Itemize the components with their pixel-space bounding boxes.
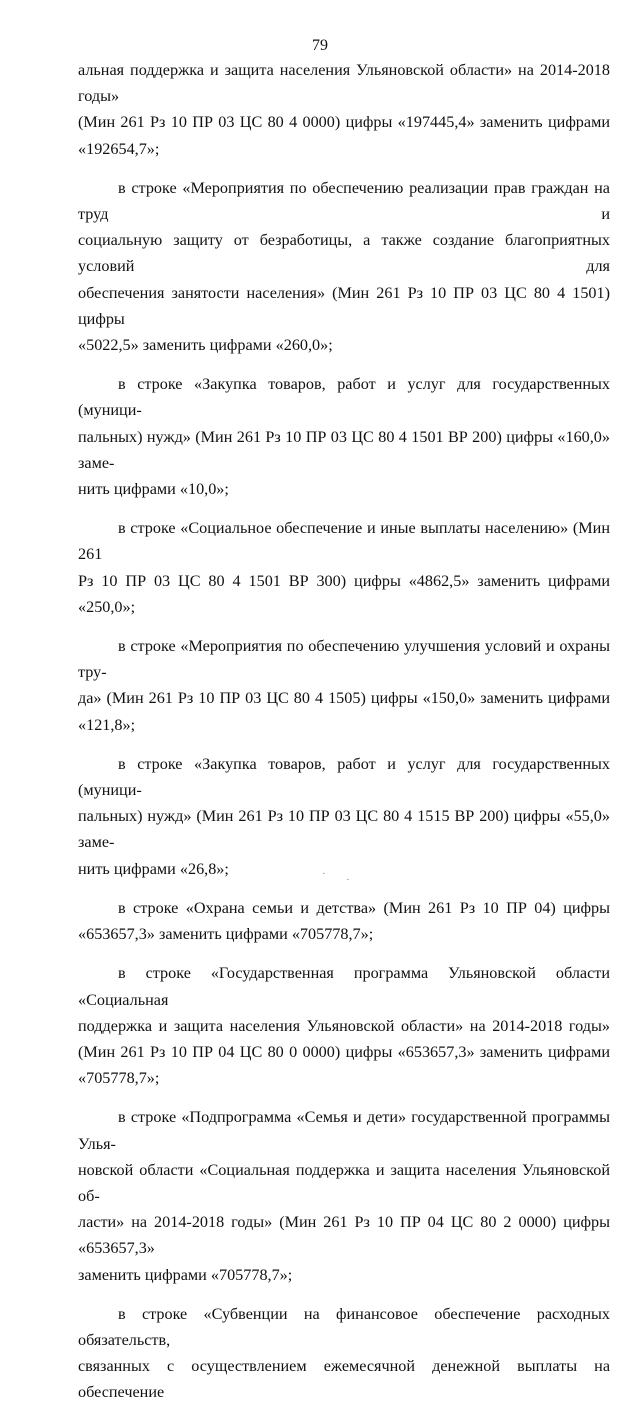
text-line: в строке «Субвенции на финансовое обеспечение расходных обязательств,: [78, 1304, 610, 1349]
text-line: Рз 10 ПР 03 ЦС 80 4 1501 ВР 300) цифры «4862,5» заменить цифрами «250,0»;: [78, 571, 610, 616]
paragraph: [78, 1301, 610, 1406]
text-line: нить цифрами «10,0»;: [78, 480, 229, 499]
paragraph: [78, 895, 610, 947]
text-line: (Мин 261 Рз 10 ПР 03 ЦС 80 4 0000) цифры «197445,4» заменить цифрами: [78, 113, 610, 132]
text-line: связанных с осуществлением ежемесячной денежной выплаты на обеспечение: [78, 1357, 610, 1402]
text-line: (Мин 261 Рз 10 ПР 04 ЦС 80 0 0000) цифры «653657,3» заменить цифрами: [78, 1042, 610, 1061]
scan-speck: ·: [322, 868, 326, 880]
text-line: заменить цифрами «705778,7»;: [78, 1265, 293, 1284]
paragraph: [78, 515, 610, 620]
text-line: «653657,3» заменить цифрами «705778,7»;: [78, 925, 374, 944]
text-line: поддержка и защита населения Ульяновской области» на 2014-2018 годы»: [78, 1016, 610, 1035]
paragraph: [78, 960, 610, 1091]
text-line: в строке «Охрана семьи и детства» (Мин 261 Рз 10 ПР 04) цифры: [118, 898, 610, 917]
text-line: в строке «Социальное обеспечение и иные выплаты населению» (Мин 261: [78, 519, 610, 564]
document-body: [78, 57, 610, 1419]
page-number: 79: [312, 37, 328, 54]
text-line: обеспечения занятости населения» (Мин 261 Рз 10 ПР 03 ЦС 80 4 1501) цифры: [78, 283, 610, 328]
text-line: «121,8»;: [78, 715, 136, 734]
text-line: в строке «Подпрограмма «Семья и дети» государственной программы Улья-: [78, 1108, 610, 1153]
text-line: в строке «Закупка товаров, работ и услуг для государственных (муници-: [78, 754, 610, 800]
text-line: пальных) нужд» (Мин 261 Рз 10 ПР 03 ЦС 80 4 1515 ВР 200) цифры «55,0» заме-: [78, 807, 610, 852]
text-line: «192654,7»;: [78, 139, 160, 158]
text-line: в строке «Мероприятия по обеспечению реализации прав граждан на труд и: [78, 178, 610, 224]
text-line: новской области «Социальная поддержка и защита населения Ульяновской об-: [78, 1160, 610, 1205]
text-line: альная поддержка и защита населения Ульяновской области» на 2014-2018 годы»: [78, 61, 610, 106]
text-line: да» (Мин 261 Рз 10 ПР 03 ЦС 80 4 1505) цифры «150,0» заменить цифрами: [78, 689, 610, 708]
text-line: «705778,7»;: [78, 1069, 160, 1088]
text-line: «5022,5» заменить цифрами «260,0»;: [78, 336, 333, 355]
paragraph: [78, 57, 610, 162]
text-line: ласти» на 2014-2018 годы» (Мин 261 Рз 10 ПР 04 ЦС 80 2 0000) цифры «653657,3»: [78, 1213, 610, 1258]
text-line: в строке «Закупка товаров, работ и услуг для государственных (муници-: [78, 375, 610, 420]
text-line: в строке «Мероприятия по обеспечению улучшения условий и охраны тру-: [78, 637, 610, 682]
text-line: нить цифрами «26,8»;: [78, 859, 229, 878]
text-line: социальную защиту от безработицы, а также создание благоприятных условий для: [78, 231, 610, 276]
paragraph: [78, 633, 610, 738]
paragraph: [78, 1104, 610, 1287]
text-line: пальных) нужд» (Мин 261 Рз 10 ПР 03 ЦС 80 4 1501 ВР 200) цифры «160,0» заме-: [78, 427, 610, 472]
scan-speck: ·: [346, 874, 350, 886]
paragraph: [78, 751, 610, 882]
paragraph: [78, 371, 610, 502]
paragraph: [78, 175, 610, 358]
text-line: в строке «Государственная программа Ульяновской области «Социальная: [78, 964, 610, 1009]
